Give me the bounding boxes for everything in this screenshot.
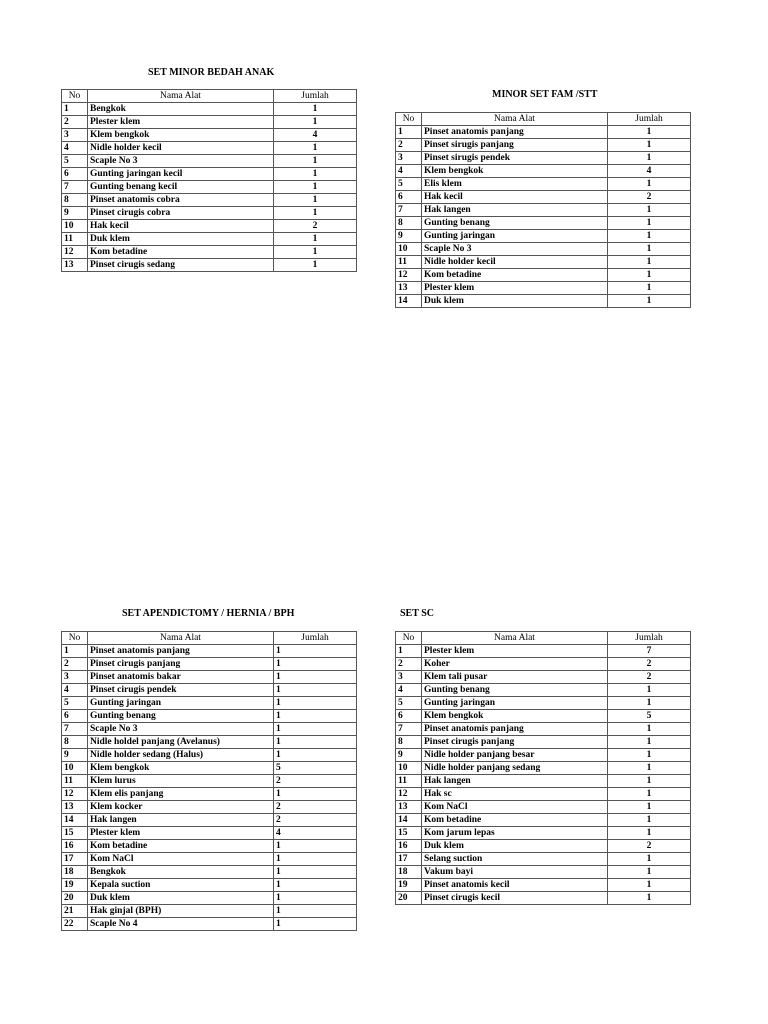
instrument-name-cell: Scaple No 3 (422, 243, 608, 256)
table-row (396, 853, 691, 866)
col-header-name: Nama Alat (88, 90, 274, 103)
table-row (396, 126, 691, 139)
instrument-name-cell: Kom betadine (88, 840, 274, 853)
table-row (396, 243, 691, 256)
row-number-cell: 3 (62, 671, 88, 684)
instrument-name-cell: Plester klem (88, 116, 274, 129)
instrument-name-cell: Scaple No 3 (88, 155, 274, 168)
quantity-cell: 1 (274, 697, 357, 710)
quantity-cell: 1 (608, 736, 691, 749)
instrument-name-cell: Pinset anatomis panjang (422, 723, 608, 736)
instrument-name-cell: Pinset anatomis panjang (88, 645, 274, 658)
instrument-name-cell: Nidle holdel panjang (Avelanus) (88, 736, 274, 749)
table-row (62, 918, 357, 931)
table-row (396, 840, 691, 853)
row-number-cell: 10 (62, 220, 88, 233)
row-number-cell: 14 (62, 814, 88, 827)
table-row (396, 282, 691, 295)
instrument-name-cell: Hak ginjal (BPH) (88, 905, 274, 918)
quantity-cell: 1 (608, 152, 691, 165)
instrument-name-cell: Nidle holder sedang (Halus) (88, 749, 274, 762)
table-row (62, 788, 357, 801)
col-header-name: Nama Alat (422, 113, 608, 126)
table-row (62, 116, 357, 129)
quantity-cell: 1 (608, 230, 691, 243)
table-row (396, 671, 691, 684)
table-row (396, 152, 691, 165)
col-header-no: No (62, 632, 88, 645)
table-row (62, 233, 357, 246)
quantity-cell: 1 (608, 697, 691, 710)
quantity-cell: 1 (608, 269, 691, 282)
instrument-name-cell: Kom NaCl (422, 801, 608, 814)
instrument-name-cell: Pinset cirugis panjang (88, 658, 274, 671)
table-row (396, 269, 691, 282)
table-row (396, 178, 691, 191)
instrument-name-cell: Klem bengkok (88, 762, 274, 775)
quantity-cell: 5 (274, 762, 357, 775)
instrument-name-cell: Duk klem (88, 892, 274, 905)
quantity-cell: 1 (274, 155, 357, 168)
row-number-cell: 15 (396, 827, 422, 840)
row-number-cell: 13 (396, 801, 422, 814)
quantity-cell: 1 (274, 233, 357, 246)
row-number-cell: 12 (396, 788, 422, 801)
table-row (62, 246, 357, 259)
instrument-name-cell: Gunting benang (422, 217, 608, 230)
instrument-name-cell: Nidle holder kecil (88, 142, 274, 155)
quantity-cell: 1 (274, 142, 357, 155)
row-number-cell: 4 (62, 142, 88, 155)
quantity-cell: 1 (274, 892, 357, 905)
table-row (62, 827, 357, 840)
row-number-cell: 13 (62, 259, 88, 272)
quantity-cell: 4 (608, 165, 691, 178)
row-number-cell: 7 (396, 723, 422, 736)
instrument-name-cell: Bengkok (88, 103, 274, 116)
row-number-cell: 8 (62, 194, 88, 207)
row-number-cell: 2 (62, 116, 88, 129)
row-number-cell: 7 (62, 723, 88, 736)
instrument-name-cell: Hak langen (88, 814, 274, 827)
instrument-table-set-sc (395, 631, 691, 905)
row-number-cell: 14 (396, 295, 422, 308)
instrument-name-cell: Hak kecil (422, 191, 608, 204)
instrument-name-cell: Klem elis panjang (88, 788, 274, 801)
row-number-cell: 1 (396, 645, 422, 658)
row-number-cell: 11 (396, 775, 422, 788)
table-row (62, 181, 357, 194)
row-number-cell: 21 (62, 905, 88, 918)
row-number-cell: 5 (396, 697, 422, 710)
table-row (62, 155, 357, 168)
quantity-cell: 2 (608, 840, 691, 853)
quantity-cell: 1 (608, 814, 691, 827)
instrument-name-cell: Scaple No 3 (88, 723, 274, 736)
table-row (396, 723, 691, 736)
col-header-qty: Jumlah (608, 632, 691, 645)
row-number-cell: 1 (396, 126, 422, 139)
row-number-cell: 12 (62, 246, 88, 259)
instrument-name-cell: Kom betadine (422, 269, 608, 282)
instrument-name-cell: Gunting jaringan kecil (88, 168, 274, 181)
row-number-cell: 13 (396, 282, 422, 295)
quantity-cell: 1 (274, 853, 357, 866)
quantity-cell: 1 (274, 788, 357, 801)
table-row (62, 220, 357, 233)
col-header-qty: Jumlah (608, 113, 691, 126)
quantity-cell: 1 (274, 684, 357, 697)
col-header-name: Nama Alat (422, 632, 608, 645)
quantity-cell: 5 (608, 710, 691, 723)
quantity-cell: 4 (274, 827, 357, 840)
row-number-cell: 4 (62, 684, 88, 697)
table-row (62, 866, 357, 879)
instrument-name-cell: Bengkok (88, 866, 274, 879)
instrument-table-minor-set-fam-stt (395, 112, 691, 308)
quantity-cell: 2 (274, 220, 357, 233)
quantity-cell: 2 (608, 671, 691, 684)
instrument-name-cell: Klem kocker (88, 801, 274, 814)
row-number-cell: 3 (396, 671, 422, 684)
table-title-set-sc: SET SC (400, 608, 435, 619)
row-number-cell: 11 (62, 775, 88, 788)
row-number-cell: 8 (396, 217, 422, 230)
quantity-cell: 1 (608, 853, 691, 866)
instrument-name-cell: Nidle holder kecil (422, 256, 608, 269)
instrument-name-cell: Klem lurus (88, 775, 274, 788)
quantity-cell: 2 (274, 801, 357, 814)
table-row (396, 658, 691, 671)
table-row (62, 775, 357, 788)
row-number-cell: 9 (62, 749, 88, 762)
table-row (62, 736, 357, 749)
quantity-cell: 1 (608, 684, 691, 697)
row-number-cell: 7 (62, 181, 88, 194)
quantity-cell: 1 (608, 217, 691, 230)
quantity-cell: 1 (608, 866, 691, 879)
quantity-cell: 1 (274, 194, 357, 207)
quantity-cell: 1 (274, 116, 357, 129)
table-row (62, 129, 357, 142)
table-title-minor-bedah-anak: SET MINOR BEDAH ANAK (148, 67, 275, 78)
quantity-cell: 1 (274, 168, 357, 181)
instrument-name-cell: Nidle holder panjang sedang (422, 762, 608, 775)
row-number-cell: 20 (62, 892, 88, 905)
quantity-cell: 1 (608, 827, 691, 840)
table-row (396, 295, 691, 308)
row-number-cell: 16 (396, 840, 422, 853)
table-row (62, 259, 357, 272)
instrument-name-cell: Kom betadine (88, 246, 274, 259)
row-number-cell: 5 (396, 178, 422, 191)
instrument-name-cell: Koher (422, 658, 608, 671)
quantity-cell: 1 (274, 259, 357, 272)
row-number-cell: 9 (62, 207, 88, 220)
row-number-cell: 2 (396, 658, 422, 671)
col-header-qty: Jumlah (274, 90, 357, 103)
quantity-cell: 1 (274, 866, 357, 879)
quantity-cell: 1 (608, 879, 691, 892)
table-row (62, 194, 357, 207)
quantity-cell: 1 (274, 658, 357, 671)
instrument-name-cell: Klem bengkok (422, 710, 608, 723)
row-number-cell: 5 (62, 155, 88, 168)
quantity-cell: 1 (608, 139, 691, 152)
quantity-cell: 1 (274, 671, 357, 684)
instrument-name-cell: Pinset cirugis pendek (88, 684, 274, 697)
instrument-name-cell: Klem bengkok (422, 165, 608, 178)
table-row (396, 139, 691, 152)
table-row (62, 168, 357, 181)
table-row (62, 697, 357, 710)
instrument-name-cell: Gunting jaringan (422, 697, 608, 710)
instrument-name-cell: Hak langen (422, 775, 608, 788)
row-number-cell: 17 (396, 853, 422, 866)
quantity-cell: 1 (608, 762, 691, 775)
instrument-name-cell: Pinset sirugis panjang (422, 139, 608, 152)
table-row (396, 762, 691, 775)
instrument-name-cell: Pinset cirugis cobra (88, 207, 274, 220)
row-number-cell: 16 (62, 840, 88, 853)
instrument-name-cell: Duk klem (88, 233, 274, 246)
table-row (62, 749, 357, 762)
table-row (396, 879, 691, 892)
row-number-cell: 6 (62, 710, 88, 723)
instrument-name-cell: Gunting jaringan (88, 697, 274, 710)
table-row (396, 788, 691, 801)
table-row (396, 866, 691, 879)
table-row (396, 827, 691, 840)
row-number-cell: 6 (396, 191, 422, 204)
instrument-name-cell: Duk klem (422, 295, 608, 308)
table-row (62, 142, 357, 155)
table-row (396, 204, 691, 217)
instrument-name-cell: Pinset cirugis panjang (422, 736, 608, 749)
instrument-table-minor-bedah-anak (61, 89, 357, 272)
instrument-name-cell: Gunting benang kecil (88, 181, 274, 194)
table-row (62, 879, 357, 892)
row-number-cell: 19 (62, 879, 88, 892)
table-title-minor-set-fam-stt: MINOR SET FAM /STT (492, 89, 598, 100)
table-row (396, 892, 691, 905)
table-row (396, 736, 691, 749)
row-number-cell: 18 (396, 866, 422, 879)
quantity-cell: 2 (274, 814, 357, 827)
row-number-cell: 12 (396, 269, 422, 282)
instrument-name-cell: Pinset sirugis pendek (422, 152, 608, 165)
row-number-cell: 1 (62, 103, 88, 116)
instrument-name-cell: Hak langen (422, 204, 608, 217)
col-header-qty: Jumlah (274, 632, 357, 645)
quantity-cell: 1 (608, 295, 691, 308)
quantity-cell: 1 (274, 840, 357, 853)
col-header-name: Nama Alat (88, 632, 274, 645)
quantity-cell: 1 (274, 723, 357, 736)
quantity-cell: 1 (274, 879, 357, 892)
table-row (396, 801, 691, 814)
row-number-cell: 9 (396, 749, 422, 762)
table-row (62, 645, 357, 658)
row-number-cell: 9 (396, 230, 422, 243)
table-row (62, 801, 357, 814)
instrument-name-cell: Plester klem (422, 645, 608, 658)
table-row (62, 892, 357, 905)
quantity-cell: 1 (608, 204, 691, 217)
col-header-no: No (396, 113, 422, 126)
quantity-cell: 1 (608, 243, 691, 256)
row-number-cell: 22 (62, 918, 88, 931)
instrument-name-cell: Kom NaCl (88, 853, 274, 866)
table-row (62, 853, 357, 866)
col-header-no: No (396, 632, 422, 645)
table-row (62, 840, 357, 853)
row-number-cell: 15 (62, 827, 88, 840)
table-row (396, 256, 691, 269)
instrument-name-cell: Plester klem (88, 827, 274, 840)
instrument-name-cell: Klem tali pusar (422, 671, 608, 684)
instrument-table-apendictomy-hernia-bph (61, 631, 357, 931)
instrument-name-cell: Elis klem (422, 178, 608, 191)
row-number-cell: 18 (62, 866, 88, 879)
table-row (396, 230, 691, 243)
table-row (62, 671, 357, 684)
quantity-cell: 1 (608, 892, 691, 905)
instrument-name-cell: Gunting jaringan (422, 230, 608, 243)
instrument-name-cell: Duk klem (422, 840, 608, 853)
row-number-cell: 7 (396, 204, 422, 217)
quantity-cell: 1 (274, 645, 357, 658)
quantity-cell: 1 (274, 710, 357, 723)
row-number-cell: 14 (396, 814, 422, 827)
instrument-name-cell: Pinset anatomis bakar (88, 671, 274, 684)
row-number-cell: 4 (396, 165, 422, 178)
instrument-name-cell: Kepala suction (88, 879, 274, 892)
instrument-name-cell: Scaple No 4 (88, 918, 274, 931)
instrument-name-cell: Gunting benang (422, 684, 608, 697)
quantity-cell: 1 (608, 126, 691, 139)
instrument-name-cell: Kom betadine (422, 814, 608, 827)
row-number-cell: 2 (396, 139, 422, 152)
row-number-cell: 8 (62, 736, 88, 749)
quantity-cell: 1 (608, 749, 691, 762)
row-number-cell: 3 (396, 152, 422, 165)
row-number-cell: 2 (62, 658, 88, 671)
quantity-cell: 4 (274, 129, 357, 142)
row-number-cell: 12 (62, 788, 88, 801)
table-row (62, 905, 357, 918)
quantity-cell: 1 (608, 723, 691, 736)
table-row (396, 217, 691, 230)
row-number-cell: 10 (396, 762, 422, 775)
table-title-apendictomy-hernia-bph: SET APENDICTOMY / HERNIA / BPH (122, 608, 295, 619)
instrument-name-cell: Klem bengkok (88, 129, 274, 142)
table-row (62, 103, 357, 116)
row-number-cell: 19 (396, 879, 422, 892)
quantity-cell: 1 (274, 736, 357, 749)
table-row (62, 814, 357, 827)
instrument-name-cell: Selang suction (422, 853, 608, 866)
table-row (62, 710, 357, 723)
quantity-cell: 2 (608, 191, 691, 204)
instrument-name-cell: Pinset cirugis kecil (422, 892, 608, 905)
row-number-cell: 6 (396, 710, 422, 723)
table-row (396, 775, 691, 788)
table-row (62, 207, 357, 220)
instrument-name-cell: Plester klem (422, 282, 608, 295)
row-number-cell: 10 (62, 762, 88, 775)
row-number-cell: 3 (62, 129, 88, 142)
row-number-cell: 20 (396, 892, 422, 905)
instrument-name-cell: Kom jarum lepas (422, 827, 608, 840)
row-number-cell: 17 (62, 853, 88, 866)
table-row (396, 710, 691, 723)
table-row (62, 723, 357, 736)
table-row (396, 165, 691, 178)
quantity-cell: 1 (274, 918, 357, 931)
quantity-cell: 2 (608, 658, 691, 671)
quantity-cell: 1 (608, 788, 691, 801)
quantity-cell: 1 (608, 775, 691, 788)
quantity-cell: 7 (608, 645, 691, 658)
quantity-cell: 1 (608, 178, 691, 191)
row-number-cell: 10 (396, 243, 422, 256)
instrument-name-cell: Hak kecil (88, 220, 274, 233)
quantity-cell: 1 (274, 207, 357, 220)
row-number-cell: 1 (62, 645, 88, 658)
instrument-name-cell: Gunting benang (88, 710, 274, 723)
quantity-cell: 1 (608, 801, 691, 814)
table-row (396, 191, 691, 204)
quantity-cell: 2 (274, 775, 357, 788)
quantity-cell: 1 (608, 256, 691, 269)
row-number-cell: 11 (62, 233, 88, 246)
quantity-cell: 1 (274, 246, 357, 259)
table-row (62, 684, 357, 697)
quantity-cell: 1 (274, 103, 357, 116)
quantity-cell: 1 (274, 749, 357, 762)
instrument-name-cell: Hak sc (422, 788, 608, 801)
instrument-name-cell: Nidle holder panjang besar (422, 749, 608, 762)
table-row (62, 762, 357, 775)
row-number-cell: 11 (396, 256, 422, 269)
table-row (62, 658, 357, 671)
instrument-name-cell: Pinset anatomis kecil (422, 879, 608, 892)
instrument-name-cell: Pinset cirugis sedang (88, 259, 274, 272)
col-header-no: No (62, 90, 88, 103)
row-number-cell: 13 (62, 801, 88, 814)
row-number-cell: 8 (396, 736, 422, 749)
table-row (396, 684, 691, 697)
instrument-name-cell: Vakum bayi (422, 866, 608, 879)
table-row (396, 749, 691, 762)
instrument-name-cell: Pinset anatomis panjang (422, 126, 608, 139)
row-number-cell: 6 (62, 168, 88, 181)
row-number-cell: 5 (62, 697, 88, 710)
quantity-cell: 1 (274, 181, 357, 194)
table-row (396, 645, 691, 658)
table-row (396, 814, 691, 827)
instrument-name-cell: Pinset anatomis cobra (88, 194, 274, 207)
row-number-cell: 4 (396, 684, 422, 697)
table-row (396, 697, 691, 710)
quantity-cell: 1 (274, 905, 357, 918)
quantity-cell: 1 (608, 282, 691, 295)
